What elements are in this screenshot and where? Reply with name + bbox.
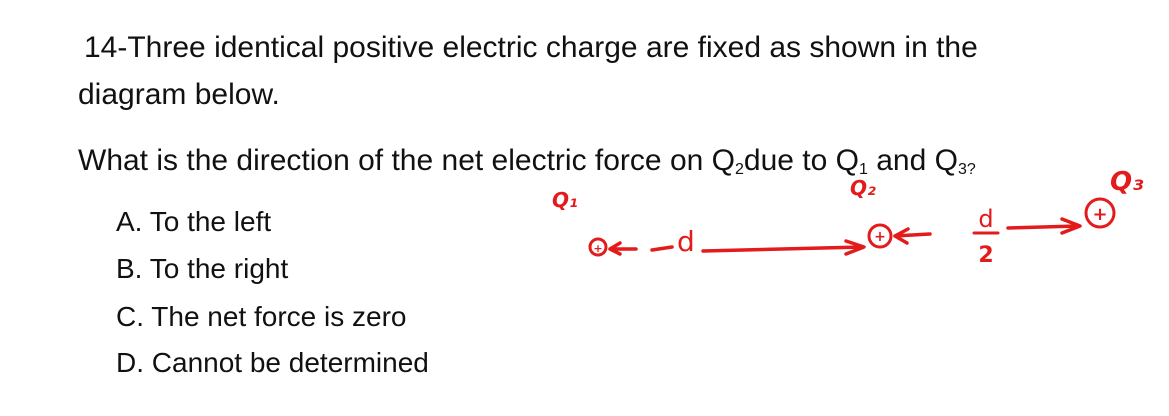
option-c[interactable]: C. The net force is zero xyxy=(116,301,407,332)
half-distance-numerator: d xyxy=(978,205,994,233)
half-distance-denominator: 2 xyxy=(978,243,994,268)
distance-arrow-right-icon xyxy=(703,241,864,254)
label-q2: Q₂ xyxy=(850,176,876,200)
prompt-part-2: due to Q xyxy=(743,144,859,177)
prompt-sub-3: 3? xyxy=(957,161,976,178)
distance-label-d: d xyxy=(677,225,695,258)
arrow-left-q1-icon xyxy=(610,243,636,254)
question-line-1: 14-Three identical positive electric charge are fixed as shown in the xyxy=(84,31,978,64)
option-b[interactable]: B. To the right xyxy=(116,253,289,284)
option-d[interactable]: D. Cannot be determined xyxy=(116,347,429,378)
prompt-sub-1: 2 xyxy=(734,161,744,178)
label-q3: Q₃ xyxy=(1110,167,1144,197)
prompt-part-3: and Q xyxy=(867,144,958,177)
label-q1: Q₁ xyxy=(552,188,578,212)
distance-line-left xyxy=(652,247,672,250)
charge-q3-sign: + xyxy=(1092,204,1108,225)
prompt-part-1: What is the direction of the net electric force on Q xyxy=(78,144,735,177)
question-line-2: diagram below. xyxy=(78,78,280,111)
charge-q1 xyxy=(590,239,606,255)
charge-q2 xyxy=(869,225,891,247)
prompt-sub-2: 1 xyxy=(858,161,868,178)
option-a[interactable]: A. To the left xyxy=(116,206,272,237)
charge-q3 xyxy=(1086,199,1114,227)
arrow-left-q2-icon xyxy=(895,229,930,243)
charge-q1-sign: + xyxy=(593,242,603,255)
half-distance-label xyxy=(974,205,998,268)
arrow-right-q3-icon xyxy=(1008,219,1080,233)
charge-q2-sign: + xyxy=(874,229,886,245)
